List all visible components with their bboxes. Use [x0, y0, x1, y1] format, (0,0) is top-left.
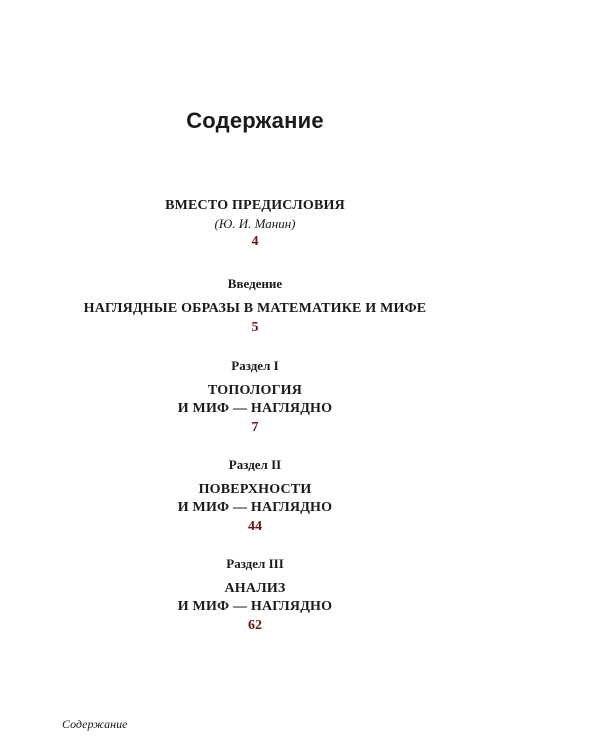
- toc-section-label: Раздел I: [231, 358, 279, 373]
- toc-entry-section-1[interactable]: [0, 357, 510, 437]
- toc-entry-heading: ВМЕСТО ПРЕДИСЛОВИЯ: [165, 198, 345, 213]
- toc-section-label: Раздел III: [226, 556, 284, 571]
- page-title: Содержание: [186, 108, 324, 133]
- running-footer: Содержание: [62, 717, 128, 731]
- toc-entry-heading: НАГЛЯДНЫЕ ОБРАЗЫ В МАТЕМАТИКЕ И МИФЕ: [83, 301, 427, 316]
- toc-entry-heading-line-1: ТОПОЛОГИЯ: [207, 383, 303, 398]
- toc-page-number: 44: [248, 519, 262, 534]
- toc-entry-heading-line-2: И МИФ — НАГЛЯДНО: [177, 500, 333, 515]
- toc-entry-preface[interactable]: [0, 197, 510, 251]
- toc-section-label: Раздел II: [228, 457, 282, 472]
- toc-entry-heading-line-2: И МИФ — НАГЛЯДНО: [177, 599, 333, 614]
- toc-page-number: 62: [248, 618, 262, 633]
- toc-entry-section-3[interactable]: [0, 555, 510, 635]
- toc-page-number: 5: [251, 320, 259, 335]
- toc-entry-heading-line-1: ПОВЕРХНОСТИ: [198, 482, 312, 497]
- toc-entry-heading-line-1: АНАЛИЗ: [224, 581, 286, 596]
- toc-page-number: 4: [251, 234, 259, 249]
- toc-entry-author: (Ю. И. Манин): [214, 216, 296, 231]
- toc-entry-heading-line-2: И МИФ — НАГЛЯДНО: [177, 401, 333, 416]
- toc-entry-intro[interactable]: [0, 275, 510, 337]
- toc-page-number: 7: [251, 420, 259, 435]
- toc-entry-section-2[interactable]: [0, 456, 510, 536]
- toc-section-label: Введение: [227, 276, 283, 291]
